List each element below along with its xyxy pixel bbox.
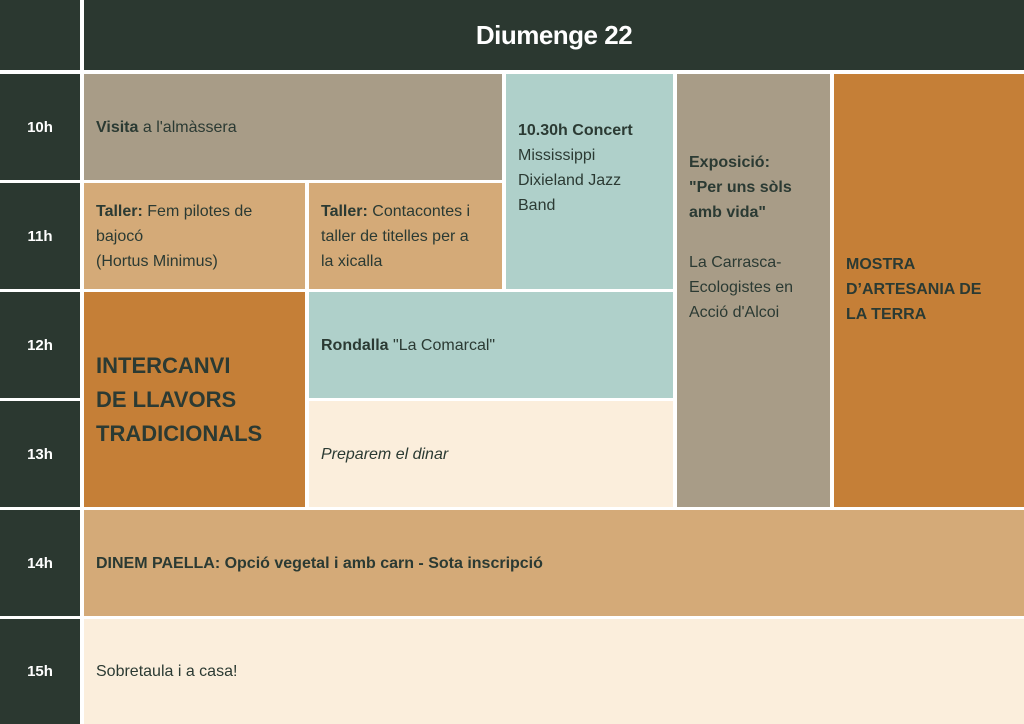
event-sobretaula: Sobretaula i a casa! [84, 619, 1024, 724]
event-paella: DINEM PAELLA: Opció vegetal i amb carn - Sota inscripció [84, 510, 1024, 616]
hour-label-10h: 10h [0, 74, 80, 180]
event-preparem-dinar: Preparem el dinar [309, 401, 673, 507]
day-title [84, 0, 1024, 70]
hour-label-12h: 12h [0, 292, 80, 398]
event-concert: 10.30h Concert Mississippi Dixieland Jazz Band [506, 74, 673, 289]
event-taller-pilotes: Taller: Fem pilotes de bajocó (Hortus Minimus) [84, 183, 305, 289]
header-corner [0, 0, 80, 70]
event-mostra: MOSTRA D’ARTESANIA DE LA TERRA [834, 74, 1024, 507]
day-title-text: Diumenge 22 [475, 19, 633, 50]
hour-label-14h: 14h [0, 510, 80, 616]
event-rondalla: Rondalla "La Comarcal" [309, 292, 673, 398]
hour-label-11h: 11h [0, 183, 80, 289]
event-intercanvi: INTERCANVI DE LLAVORS TRADICIONALS [84, 292, 305, 507]
event-taller-contacontes: Taller: Contacontes i taller de titelles per a la xicalla [309, 183, 502, 289]
hour-label-13h: 13h [0, 401, 80, 507]
event-visita: Visita a l'almàssera [84, 74, 502, 180]
event-exposicio: Exposició: "Per uns sòls amb vida" La Carrasca- Ecologistes en Acció d'Alcoi [677, 74, 830, 507]
hour-label-15h: 15h [0, 619, 80, 724]
